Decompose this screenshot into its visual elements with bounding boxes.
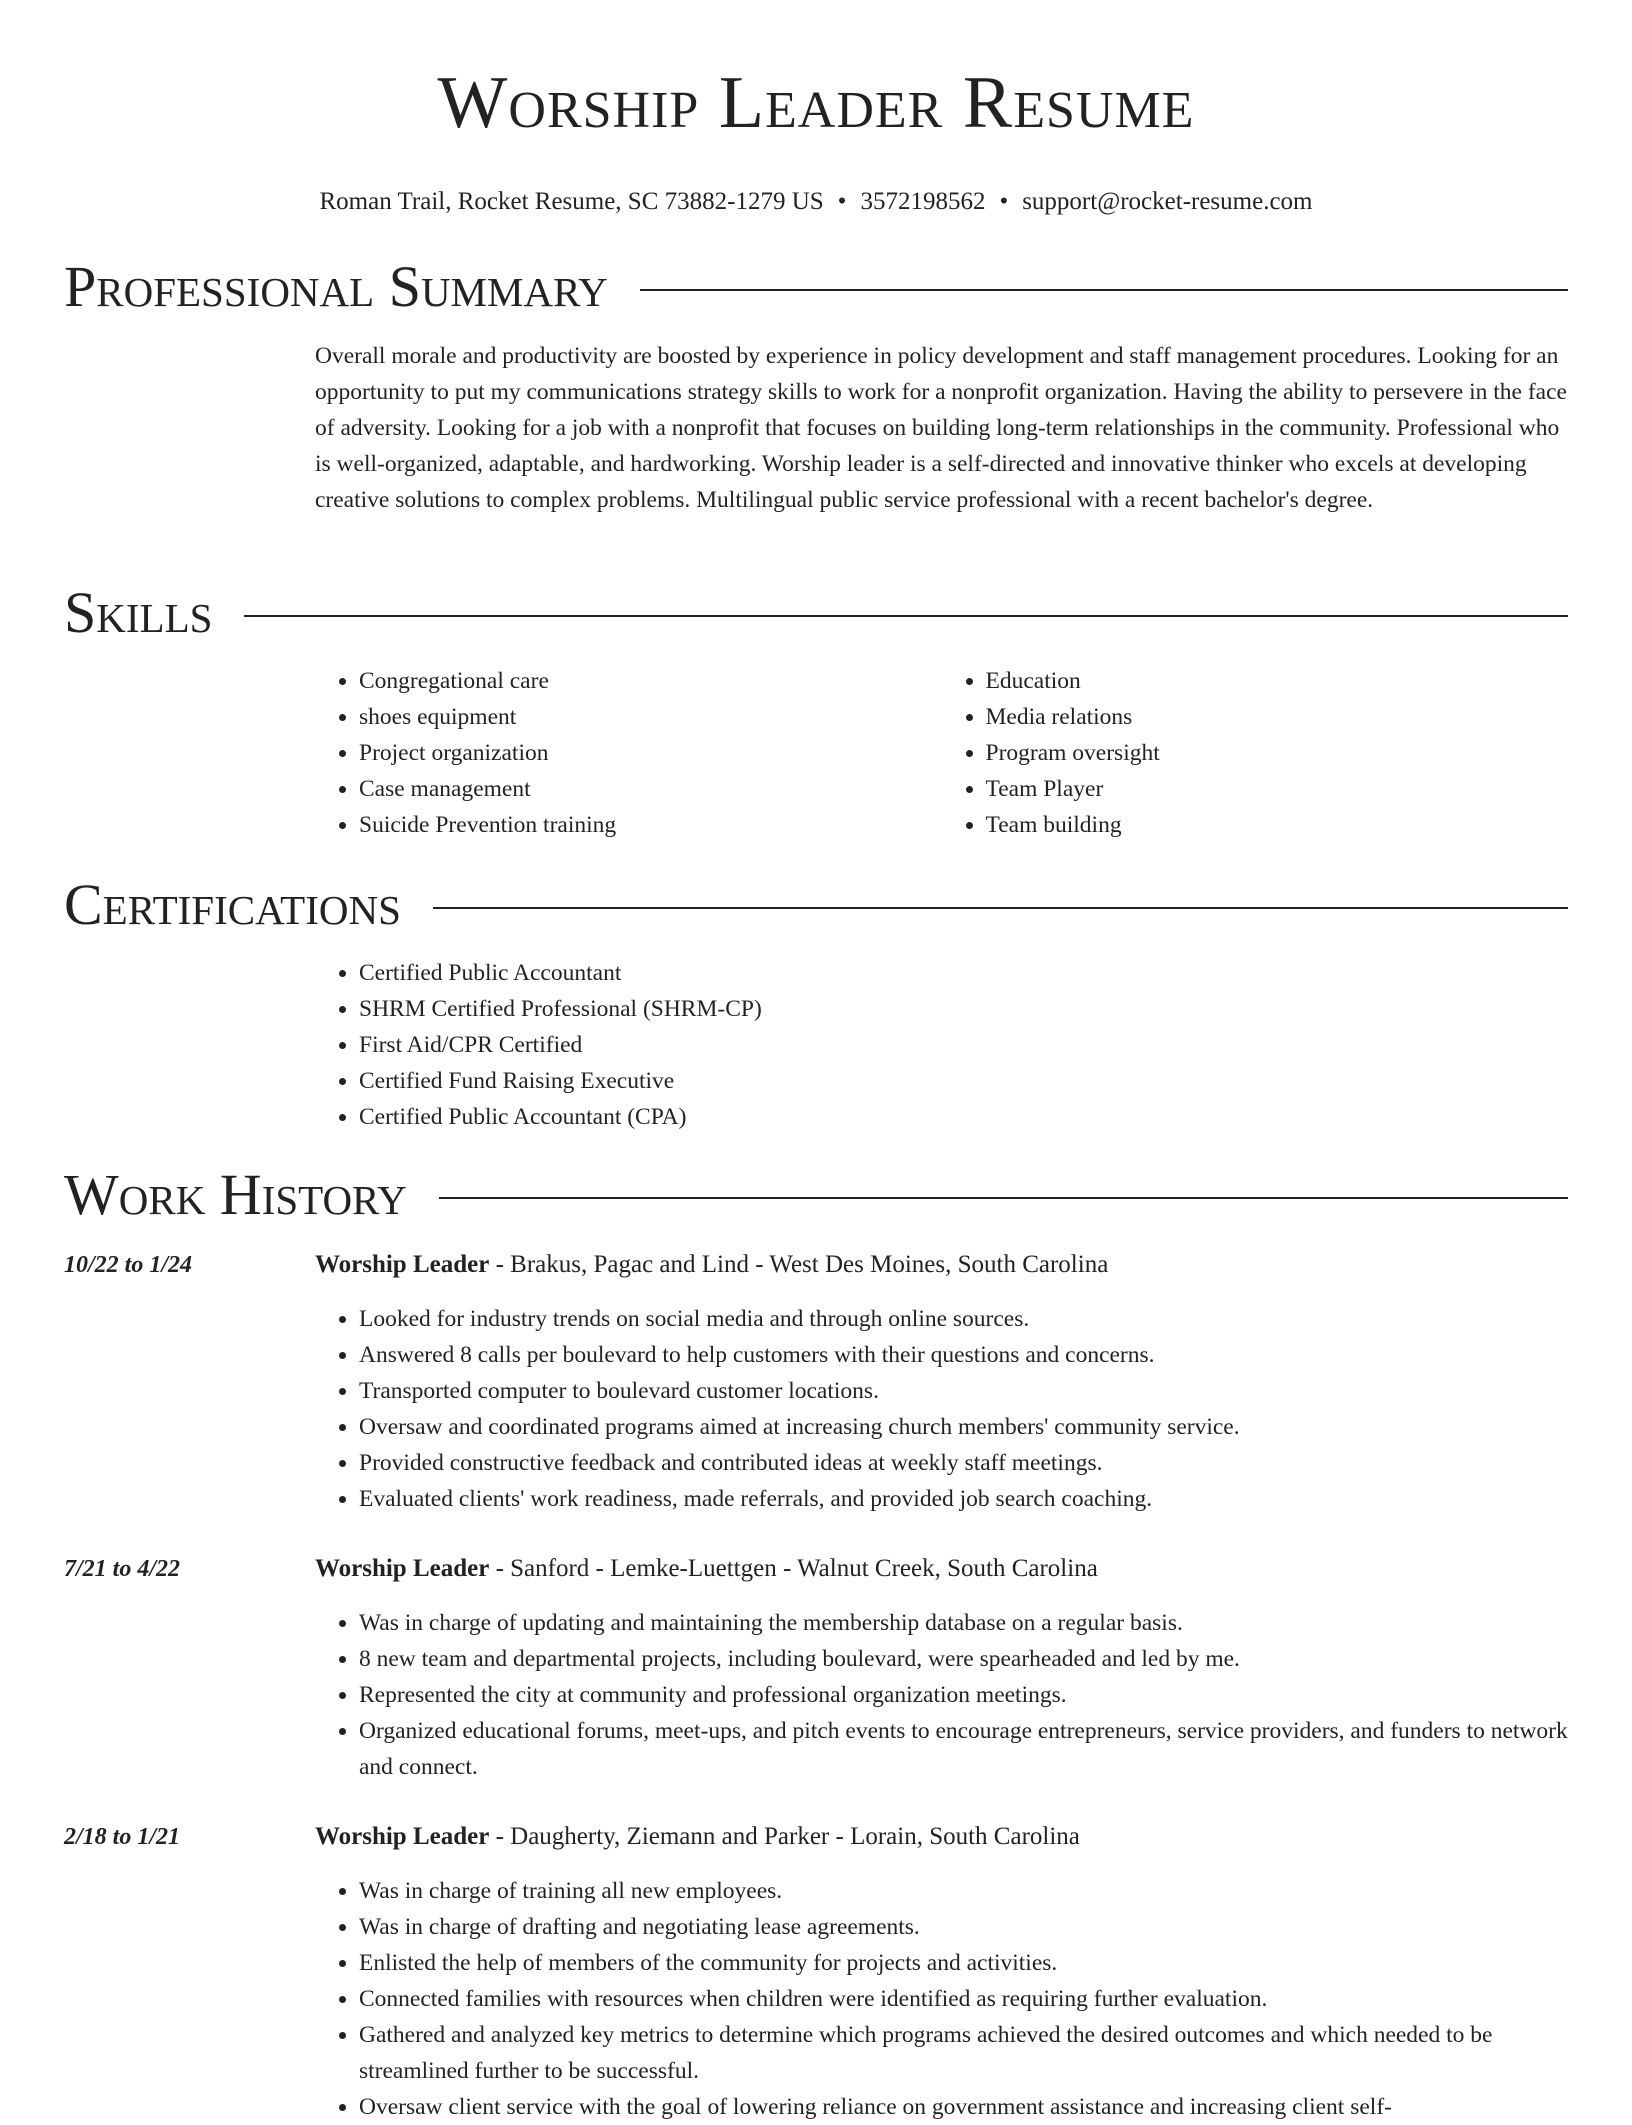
skills-section-header — [64, 580, 1568, 646]
skill-item: • Project organization — [359, 735, 942, 771]
skill-item: • Team building — [986, 807, 1569, 843]
job-duties — [315, 1301, 1568, 1517]
job-body — [315, 1819, 1568, 2125]
job-duty-item: • Oversaw and coordinated programs aimed at increasing church members' community service. — [359, 1409, 1568, 1445]
job-title: Worship Leader — [315, 1555, 490, 1582]
skills-list-left — [315, 663, 942, 843]
skills-list-right — [942, 663, 1569, 843]
section-divider — [244, 615, 1568, 617]
job-duty-item: • Organized educational forums, meet-ups, and pitch events to encourage entrepreneurs, service providers, and funders to network and connect. — [359, 1713, 1568, 1785]
job-duties — [315, 1873, 1568, 2125]
summary-section — [315, 338, 1568, 518]
summary-text: Overall morale and productivity are boosted by experience in policy development and staff management procedures. Looking for an opportunity to put my communications strategy skills to work for a nonprofit organization. Having the ability to persevere in the face of adversity. Looking for a job with a nonprofit that focuses on building long-term relationships in the community. Professional who is well-organized, adaptable, and hardworking. Worship leader is a self-directed and innovative thinker who excels at developing creative solutions to complex problems. Multilingual public service professional with a recent bachelor's degree. — [315, 343, 1567, 513]
job-employer: - Sanford - Lemke-Luettgen - Walnut Creek, South Carolina — [489, 1555, 1098, 1582]
job-dates: 10/22 to 1/24 — [64, 1252, 193, 1278]
job-title: Worship Leader — [315, 1823, 490, 1850]
skill-item: • Case management — [359, 771, 942, 807]
skill-item: • Program oversight — [986, 735, 1569, 771]
contact-address: Roman Trail, Rocket Resume, SC 73882-1279 US — [319, 188, 824, 215]
skill-item: • Suicide Prevention training — [359, 807, 942, 843]
certifications-section-header — [64, 872, 1568, 938]
job-duty-item: • Connected families with resources when children were identified as requiring further evaluation. — [359, 1981, 1568, 2017]
skill-item: • Media relations — [986, 699, 1569, 735]
section-divider — [439, 1197, 1568, 1199]
work-history-section-header — [64, 1162, 1568, 1228]
separator-dot: • — [999, 188, 1009, 215]
certifications-heading: Certifications — [64, 872, 401, 937]
job-employer: - Brakus, Pagac and Lind - West Des Moines, South Carolina — [489, 1251, 1109, 1278]
contact-email: support@rocket-resume.com — [1022, 188, 1313, 215]
job-duty-item: • Answered 8 calls per boulevard to help customers with their questions and concerns. — [359, 1337, 1568, 1373]
job-duty-item: • Enlisted the help of members of the community for projects and activities. — [359, 1945, 1568, 1981]
job-heading — [315, 1551, 1568, 1587]
job-duty-item: • Was in charge of drafting and negotiating lease agreements. — [359, 1909, 1568, 1945]
job-employer: - Daugherty, Ziemann and Parker - Lorain, South Carolina — [489, 1823, 1080, 1850]
job-heading — [315, 1819, 1568, 1855]
certification-item: • Certified Public Accountant (CPA) — [359, 1099, 1568, 1135]
certification-item: • Certified Fund Raising Executive — [359, 1063, 1568, 1099]
certification-item: • First Aid/CPR Certified — [359, 1027, 1568, 1063]
job-duty-item: • 8 new team and departmental projects, including boulevard, were spearheaded and led by me. — [359, 1641, 1568, 1677]
work-history-heading: Work History — [64, 1162, 407, 1227]
summary-section-header — [64, 254, 1568, 320]
job-heading — [315, 1247, 1568, 1283]
job-duty-item: • Was in charge of training all new employees. — [359, 1873, 1568, 1909]
section-divider — [433, 907, 1568, 909]
skill-item: • Education — [986, 663, 1569, 699]
job-body — [315, 1247, 1568, 1517]
job-title: Worship Leader — [315, 1251, 490, 1278]
job-duty-item: • Transported computer to boulevard customer locations. — [359, 1373, 1568, 1409]
job-entry — [64, 1247, 1568, 1517]
skills-heading: Skills — [64, 580, 213, 645]
summary-heading: Professional Summary — [64, 254, 608, 319]
certification-item: • Certified Public Accountant — [359, 955, 1568, 991]
contact-phone: 3572198562 — [860, 188, 986, 215]
job-dates: 7/21 to 4/22 — [64, 1556, 181, 1582]
certification-item: • SHRM Certified Professional (SHRM-CP) — [359, 991, 1568, 1027]
job-duty-item: • Evaluated clients' work readiness, made referrals, and provided job search coaching. — [359, 1481, 1568, 1517]
contact-line — [0, 186, 1632, 218]
separator-dot: • — [837, 188, 847, 215]
job-duty-item: • Looked for industry trends on social media and through online sources. — [359, 1301, 1568, 1337]
job-duty-item: • Provided constructive feedback and contributed ideas at weekly staff meetings. — [359, 1445, 1568, 1481]
page-title: Worship Leader Resume — [437, 62, 1195, 144]
job-duty-item: • Oversaw client service with the goal of lowering reliance on government assistance and increasing client self- — [359, 2089, 1568, 2125]
job-duty-item: • Represented the city at community and professional organization meetings. — [359, 1677, 1568, 1713]
certifications-list — [315, 955, 1568, 1135]
skill-item: • shoes equipment — [359, 699, 942, 735]
job-entry — [64, 1819, 1568, 2125]
job-entry — [64, 1551, 1568, 1785]
job-body — [315, 1551, 1568, 1785]
skill-item: • Congregational care — [359, 663, 942, 699]
certifications-section — [315, 955, 1568, 1135]
skill-item: • Team Player — [986, 771, 1569, 807]
job-duty-item: • Was in charge of updating and maintaining the membership database on a regular basis. — [359, 1605, 1568, 1641]
skills-section — [315, 663, 1568, 843]
section-divider — [640, 289, 1568, 291]
skills-columns — [315, 663, 1568, 843]
job-duties — [315, 1605, 1568, 1785]
job-dates: 2/18 to 1/21 — [64, 1824, 181, 1850]
job-duty-item: • Gathered and analyzed key metrics to determine which programs achieved the desired outcomes and which needed to be streamlined further to be successful. — [359, 2017, 1568, 2089]
